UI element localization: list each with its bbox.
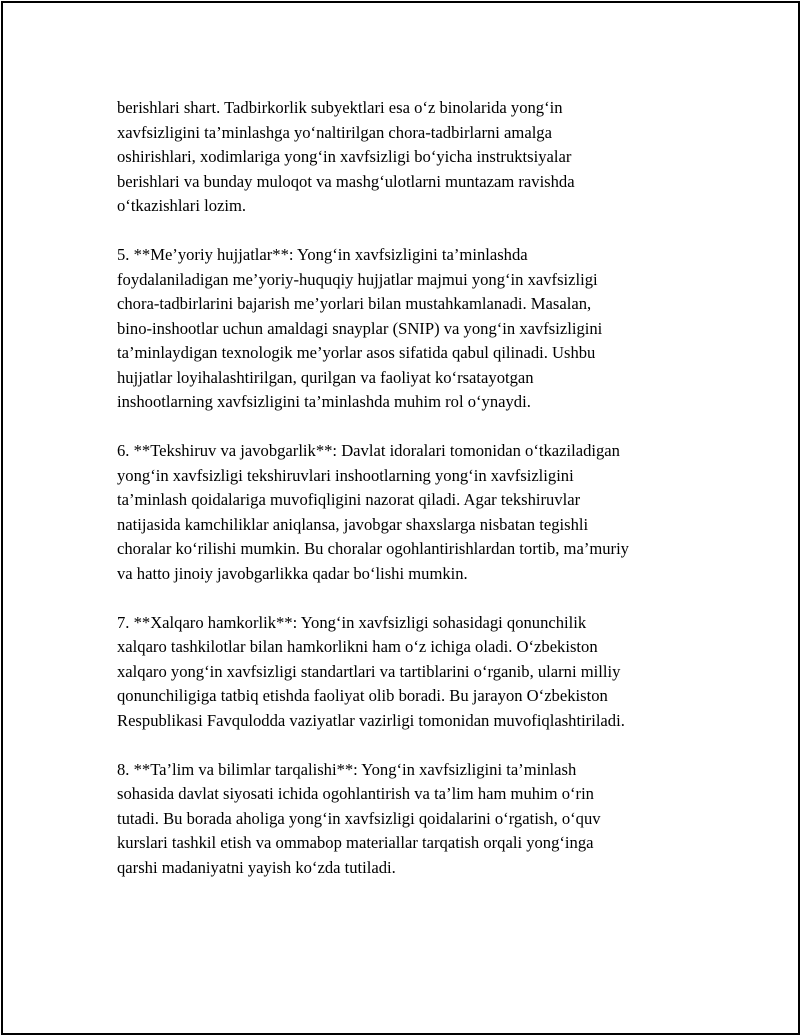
paragraph-international-cooperation: 7. **Xalqaro hamkorlik**: Yong‘in xavfsizligi sohasidagi qonunchilik xalqaro tashkilotlar bilan hamkorlikni ham o‘z ichiga oladi. O‘zbekiston xalqaro yong‘in xavfsizligi standartlari va tartiblarini o‘rganib, ularni milliy qonunchiligiga tatbiq etishda faoliyat olib boradi. Bu jarayon O‘zbekiston Respublikasi Favqulodda vaziyatlar vazirligi tomonidan muvofiqlashtiriladi.: [117, 612, 625, 730]
paragraph-inspection-liability: 6. **Tekshiruv va javobgarlik**: Davlat idoralari tomonidan o‘tkaziladigan yong‘in xavfsizligi tekshiruvlari inshootlarning yong‘in xavfsizligini ta’minlash qoidalariga muvofiqligini nazorat qiladi. Agar tekshiruvlar natijasida kamchiliklar aniqlansa, javobgar shaxslarga nisbatan tegishli choralar ko‘rilishi mumkin. Bu choralar ogohlantirishlardan tortib, ma’muriy va hatto jinoiy javobgarlikka qadar bo‘lishi mumkin.: [117, 441, 629, 583]
paragraph-continuation: berishlari shart. Tadbirkorlik subyektlari esa o‘z binolarida yong‘in xavfsizligini ta’minlashga yo‘naltirilgan chora-tadbirlarni amalga oshirishlari, xodimlariga yong‘in xavfsizligi bo‘yicha instruktsiyalar berishlari va bunday muloqot va mashg‘ulotlarni muntazam ravishda o‘tkazishlari lozim.: [117, 98, 575, 215]
document-body: [117, 96, 697, 905]
paragraph-education-knowledge: 8. **Ta’lim va bilimlar tarqalishi**: Yong‘in xavfsizligini ta’minlash sohasida davlat siyosati ichida ogohlantirish va ta’lim ham muhim o‘rin tutadi. Bu borada aholiga yong‘in xavfsizligi qoidalarini o‘rgatish, o‘quv kurslari tashkil etish va ommabop materiallar tarqatish orqali yong‘inga qarshi madaniyatni yayish ko‘zda tutiladi.: [117, 759, 601, 877]
paragraph-normative-documents: 5. **Me’yoriy hujjatlar**: Yong‘in xavfsizligini ta’minlashda foydalaniladigan me’yoriy-huquqiy hujjatlar majmui yong‘in xavfsizligi chora-tadbirlarini bajarish me’yorlari bilan mustahkamlanadi. Masalan, bino-inshootlar uchun amaldagi snayplar (SNIP) va yong‘in xavfsizligini ta’minlaydigan texnologik me’yorlar asos sifatida qabul qilinadi. Ushbu hujjatlar loyihalashtirilgan, qurilgan va faoliyat ko‘rsatayotgan inshootlarning xavfsizligini ta’minlashda muhim rol o‘ynaydi.: [117, 245, 603, 411]
